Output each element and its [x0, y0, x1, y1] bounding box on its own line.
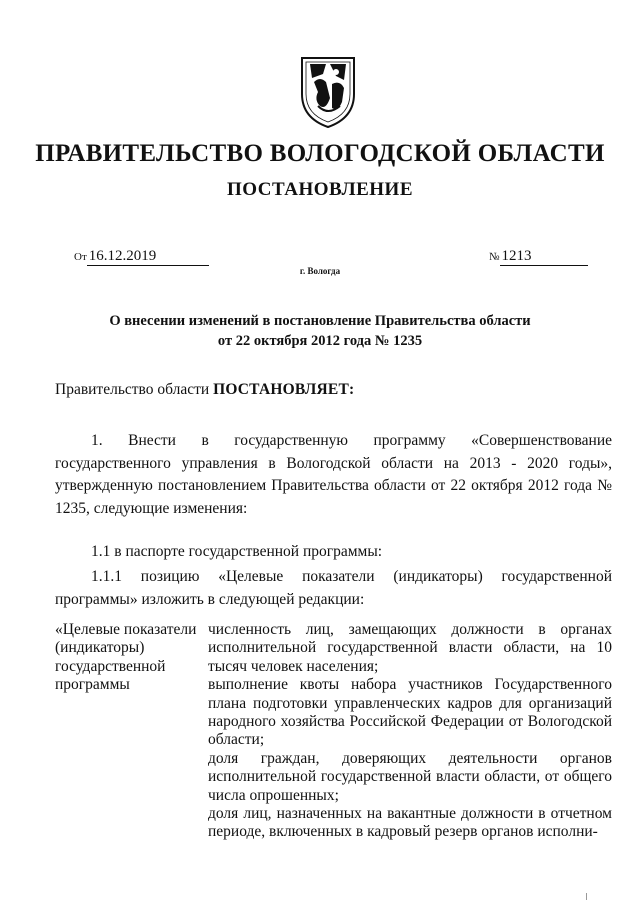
subject-line-1: О внесении изменений в постановление Правительства области [109, 313, 531, 329]
paragraph-1: 1. Внести в государственную программу «Совершенствование государственного управления в Вологодской области на 2013 - 2020 годы», утвержденную постановлением Правительства области от 22 октября 2012 года № 1235, следующие изменения: [55, 432, 612, 517]
number-line [489, 248, 588, 266]
paragraph-3: 1.1.1 позицию «Целевые показатели (индикаторы) государственной программы» изложить в следующей редакции: [55, 568, 612, 608]
scan-mark [586, 893, 587, 900]
resolves-keyword: ПОСТАНОВЛЯЕТ: [213, 381, 355, 398]
indicator-item: численность лиц, замещающих должности в органах исполнительной государственной власти области, на 10 тысяч человек населения; [208, 621, 612, 675]
resolves-line [55, 381, 354, 399]
resolves-text: Правительство области [55, 381, 214, 398]
city: г. Вологда [299, 266, 341, 276]
document-date: 16.12.2019 [87, 248, 209, 266]
coat-of-arms-emblem [296, 54, 360, 130]
paragraph-2: 1.1 в паспорте государственной программы: [91, 543, 383, 560]
document-subject [0, 311, 640, 351]
indicator-item: выполнение квоты набора участников Государственного плана подготовки управленческих кадров для организаций народного хозяйства Российской Федерации от Вологодской области; [208, 676, 612, 749]
table-left-cell: «Целевые показатели (индикаторы) государственной программы [55, 621, 197, 694]
number-prefix: № [489, 251, 500, 263]
document-number: 1213 [500, 248, 588, 266]
subject-line-2: от 22 октября 2012 года № 1235 [217, 333, 423, 349]
date-line [74, 248, 209, 266]
indicator-item: доля граждан, доверяющих деятельности органов исполнительной государственной власти области, от общего числа опрошенных; [208, 749, 612, 804]
date-prefix: От [74, 251, 87, 263]
table-right-cell [208, 621, 612, 842]
government-title: ПРАВИТЕЛЬСТВО ВОЛОГОДСКОЙ ОБЛАСТИ [35, 140, 605, 167]
indicator-item: доля лиц, назначенных на вакантные должности в отчетном периоде, включенных в кадровый резерв органов исполни- [208, 805, 612, 841]
document-type: ПОСТАНОВЛЕНИЕ [226, 179, 414, 200]
